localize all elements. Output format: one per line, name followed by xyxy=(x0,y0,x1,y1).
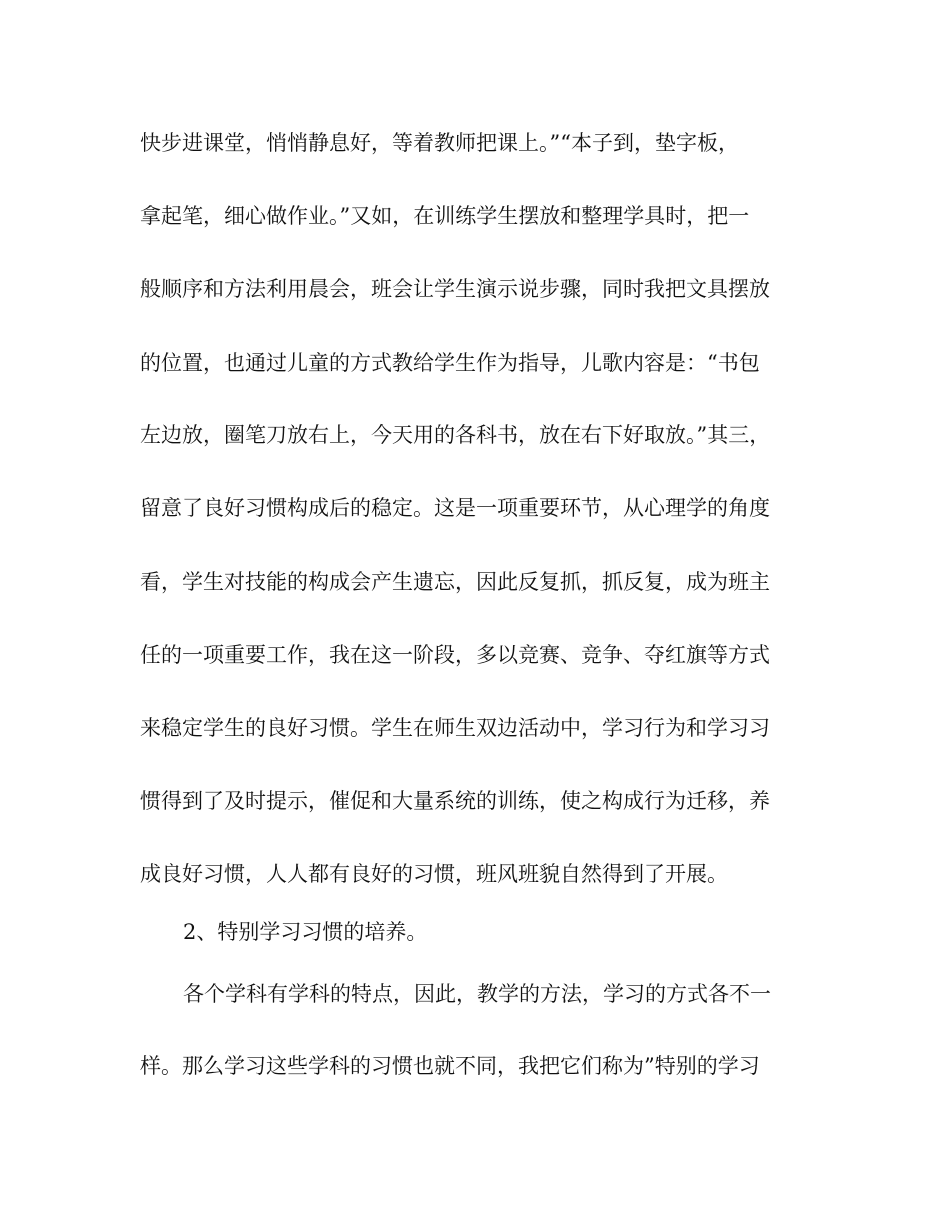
text-line: 快步进课堂，悄悄静息好，等着教师把课上。”“本子到，垫字板， xyxy=(140,131,739,155)
text-line: 留意了良好习惯构成后的稳定。这是一项重要环节，从心理学的角度 xyxy=(140,496,770,520)
text-line: 样。那么学习这些学科的习惯也就不同，我把它们称为”特别的学习 xyxy=(140,1054,760,1078)
section-heading: 2、特别学习习惯的培养。 xyxy=(183,920,428,944)
text-line: 来稳定学生的良好习惯。学生在师生双边活动中，学习行为和学习习 xyxy=(140,716,770,740)
text-line: 看，学生对技能的构成会产生遗忘，因此反复抓，抓反复，成为班主 xyxy=(140,570,770,594)
text-line: 般顺序和方法利用晨会，班会让学生演示说步骤，同时我把文具摆放 xyxy=(140,277,770,301)
text-line: 拿起笔，细心做作业。”又如，在训练学生摆放和整理学具时，把一 xyxy=(140,204,750,228)
text-line: 的位置，也通过儿童的方式教给学生作为指导，儿歌内容是：“书包 xyxy=(140,351,760,375)
text-line: 成良好习惯，人人都有良好的习惯，班风班貌自然得到了开展。 xyxy=(140,862,728,886)
text-line: 左边放，圈笔刀放右上，今天用的各科书，放在右下好取放。”其三， xyxy=(140,423,771,447)
paragraph-first-line: 各个学科有学科的特点，因此，教学的方法，学习的方式各不一 xyxy=(183,982,771,1006)
text-line: 任的一项重要工作，我在这一阶段，多以竞赛、竞争、夺红旗等方式 xyxy=(140,643,770,667)
text-line: 惯得到了及时提示，催促和大量系统的训练，使之构成行为迁移，养 xyxy=(140,789,770,813)
